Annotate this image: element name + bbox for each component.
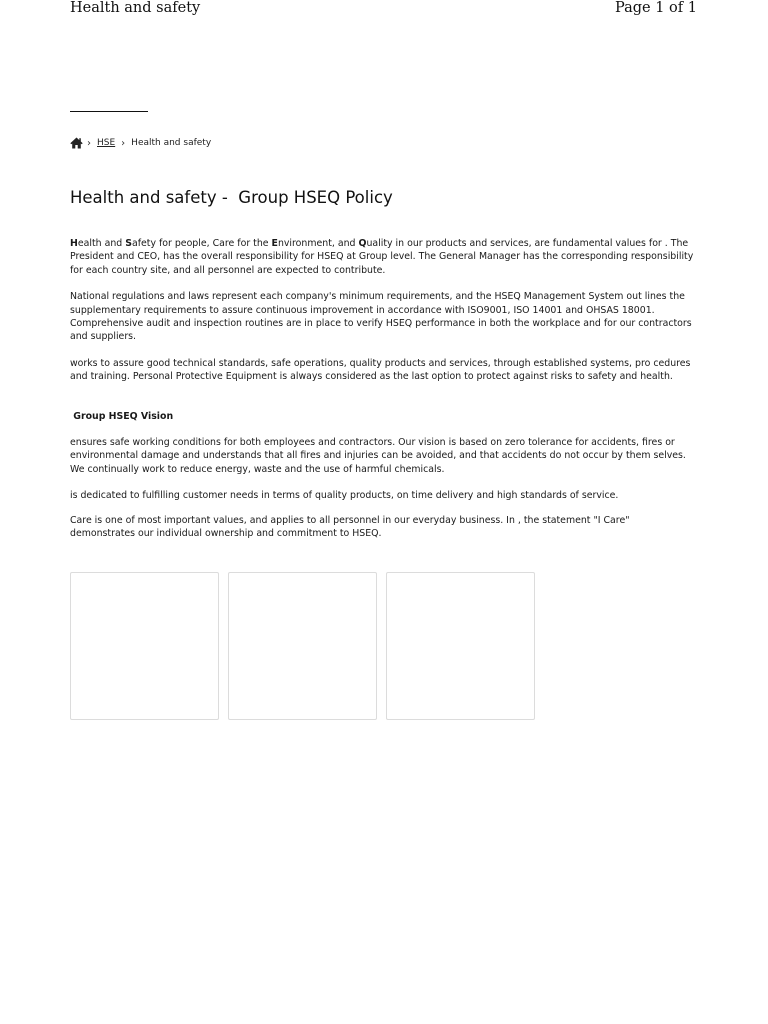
image-card[interactable] xyxy=(228,572,377,720)
bold-initial: Q xyxy=(358,238,367,249)
paragraph-hseq-values xyxy=(70,237,695,277)
image-card[interactable] xyxy=(70,572,219,720)
vision-heading: Group HSEQ Vision xyxy=(70,410,174,422)
home-icon[interactable] xyxy=(70,137,83,149)
breadcrumb-separator: › xyxy=(121,137,126,149)
text-run: uality in our products and services, are fundamental values for . The President and CEO, has the overall responsibility for HSEQ at Group level. The General Manager has the corresponding responsibility for each country site, and all personnel are expected to contribute. xyxy=(70,238,694,276)
page-title: Health and safety - Group HSEQ Policy xyxy=(70,188,393,207)
bold-initial: S xyxy=(125,238,132,249)
text-run: nvironment, and xyxy=(277,238,359,249)
breadcrumb-separator: › xyxy=(87,137,91,149)
bold-initial: E xyxy=(271,238,278,249)
print-header-page-number: Page 1 of 1 xyxy=(615,0,697,16)
print-header xyxy=(70,0,697,20)
paragraph-i-care: Care is one of most important values, and applies to all personnel in our everyday business. In , the statement "I Care" demonstrates our individual ownership and commitment to HSEQ. xyxy=(70,515,630,540)
image-card-row xyxy=(70,572,535,720)
print-header-title: Health and safety xyxy=(70,0,201,16)
article-body xyxy=(70,237,695,541)
text-run: ealth and xyxy=(77,238,126,249)
image-card[interactable] xyxy=(386,572,535,720)
paragraph-technical-standards: works to assure good technical standards, safe operations, quality products and services, through established systems, pro cedures and training. Personal Protective Equipment is always considered as the last option to protect against risks to safety and health. xyxy=(70,358,691,383)
paragraph-regulations: National regulations and laws represent each company's minimum requirements, and the HSEQ Management System out lines the supplementary requirements to assure continuous improvement in accordance with ISO9001, ISO 14001 and OHSAS 18001. Comprehensive audit and inspection routines are in place to verify HSEQ performance in both the workplace and for our contractors and suppliers. xyxy=(70,291,692,343)
breadcrumb-current: Health and safety xyxy=(131,138,212,148)
text-run: afety for people, Care for the xyxy=(131,238,272,249)
breadcrumb-link-hse[interactable]: HSE xyxy=(97,138,116,148)
bold-initial: H xyxy=(70,238,78,249)
paragraph-customer-needs: is dedicated to fulfilling customer needs in terms of quality products, on time delivery and high standards of service. xyxy=(70,489,619,501)
breadcrumb xyxy=(70,137,211,149)
divider-line xyxy=(70,111,148,112)
paragraph-safe-working: ensures safe working conditions for both employees and contractors. Our vision is based on zero tolerance for accidents, fires or environmental damage and understands that all fires and injuries can be avoided, and that accidents do not occur by them selves. We continually work to reduce energy, waste and the use of harmful chemicals. xyxy=(70,436,686,475)
